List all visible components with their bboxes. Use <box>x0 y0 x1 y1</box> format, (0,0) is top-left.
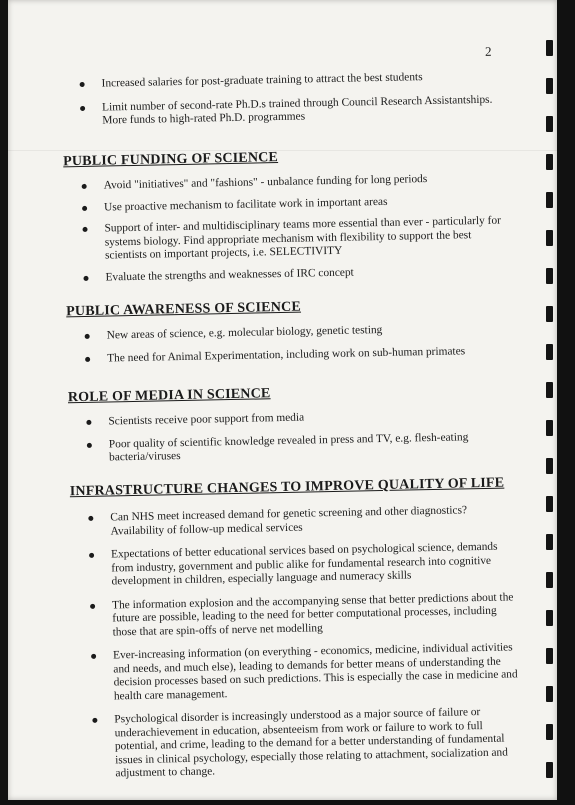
page-number: 2 <box>484 43 492 59</box>
section-media <box>108 407 519 465</box>
list-item: Psychological disorder is increasingly understood as a major source of failure or underachievement in education, absenteeism from work or failure to work to full potential, and crime, leading to the demand for a better understanding of fundamental issues in clinical psychology, especially those relating to attachment, socialization and adjustment to change. <box>114 705 525 781</box>
list-item: The information explosion and the accompanying sense that better predictions about the future are possible, leading to the need for better computational processes, including those that are spin-offs of nerve net modelling <box>112 591 523 640</box>
list-item: Support of inter- and multidisciplinary teams more essential than ever - particularly for systems biology. Find appropriate mechanism with flexibility to support the best scientists on important projects, i.e. SELECTIVITY <box>104 214 515 263</box>
list-item: Ever-increasing information (on everything - economics, medicine, individual activities and needs, and much else), leading to demands for better means of understanding the decision processes based on such predictions. This is especially the case in medicine and health care management. <box>113 641 524 703</box>
bullet-list <box>107 321 518 365</box>
list-item: The need for Animal Experimentation, including work on sub-human primates <box>107 344 517 366</box>
bullet-list <box>110 503 525 781</box>
list-item: Use proactive mechanism to facilitate work in important areas <box>104 193 514 215</box>
bullet-list <box>108 407 519 465</box>
list-item: Expectations of better educational services based on psychological science, demands from industry, government and public alike for fundamental research into cognitive development in children, especially language and numeracy skills <box>111 540 522 589</box>
list-item: Increased salaries for post-graduate training to attract the best students <box>101 69 511 91</box>
list-item: Limit number of second-rate Ph.D.s trained through Council Research Assistantships. More funds to high-rated Ph.D. programmes <box>102 93 512 128</box>
section-public-awareness <box>107 321 518 365</box>
section-heading-infrastructure: INFRASTRUCTURE CHANGES TO IMPROVE QUALITY OF LIFE <box>69 475 505 500</box>
section-heading-public-funding: PUBLIC FUNDING OF SCIENCE <box>63 150 279 170</box>
section-heading-media: ROLE OF MEDIA IN SCIENCE <box>67 386 271 406</box>
section-heading-public-awareness: PUBLIC AWARENESS OF SCIENCE <box>66 299 302 320</box>
list-item: Evaluate the strengths and weaknesses of IRC concept <box>105 263 515 285</box>
list-item: Scientists receive poor support from media <box>108 407 518 429</box>
list-item: New areas of science, e.g. molecular biology, genetic testing <box>107 321 517 343</box>
bullet-list <box>104 171 516 284</box>
list-item: Can NHS meet increased demand for genetic screening and other diagnostics? Availability of follow-up medical services <box>110 503 520 538</box>
intro-section <box>101 69 512 128</box>
list-item: Avoid "initiatives" and "fashions" - unbalance funding for long periods <box>104 171 514 193</box>
section-public-funding <box>104 171 516 284</box>
section-infrastructure <box>110 503 525 781</box>
intro-list <box>101 69 512 128</box>
document-page <box>8 0 557 800</box>
list-item: Poor quality of scientific knowledge revealed in press and TV, e.g. flesh-eating bacteria/viruses <box>109 430 519 465</box>
